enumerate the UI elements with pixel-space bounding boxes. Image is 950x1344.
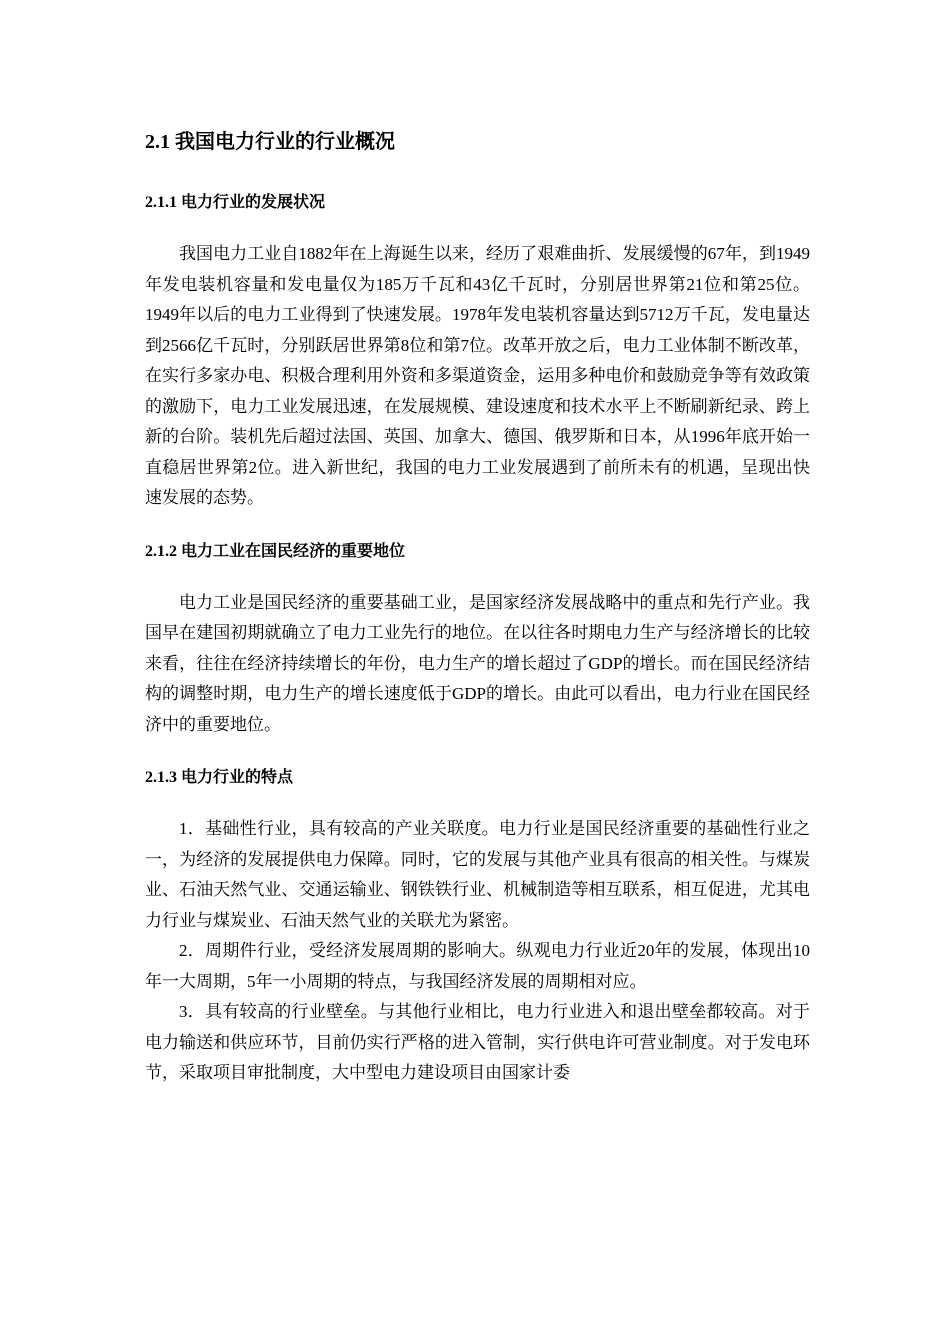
- document-body: [145, 122, 810, 1089]
- section-title: 2.1 我国电力行业的行业概况: [145, 131, 395, 153]
- paragraph-feature-1: 1．基础性行业，具有较高的产业关联度。电力行业是国民经济重要的基础性行业之一，为经济的发展提供电力保障。同时，它的发展与其他产业具有很高的相关性。与煤炭业、石油天然气业、交通运输业、钢铁铁行业、机械制造等相互联系，相互促进，尤其电力行业与煤炭业、石油天然气业的关联尤为紧密。: [145, 819, 810, 930]
- subsection-title-features: 2.1.3 电力行业的特点: [145, 769, 294, 786]
- paragraph-feature-3: 3．具有较高的行业壁垒。与其他行业相比，电力行业进入和退出壁垒都较高。对于电力输送和供应环节，目前仍实行严格的进入管制，实行供电许可营业制度。对于发电环节，采取项目审批制度，大中型电力建设项目由国家计委: [145, 1002, 810, 1082]
- paragraph-development: 我国电力工业自1882年在上海诞生以来，经历了艰难曲折、发展缓慢的67年，到1949年发电装机容量和发电量仅为185万千瓦和43亿千瓦时，分别居世界第21位和第25位。1949年以后的电力工业得到了快速发展。1978年发电装机容量达到5712万千瓦，发电量达到2566亿千瓦时，分别跃居世界第8位和第7位。改革开放之后，电力工业体制不断改革，在实行多家办电、积极合理利用外资和多渠道资金，运用多种电价和鼓励竞争等有效政策的激励下，电力工业发展迅速，在发展规模、建设速度和技术水平上不断刷新纪录、跨上新的台阶。装机先后超过法国、英国、加拿大、德国、俄罗斯和日本，从1996年底开始一直稳居世界第2位。进入新世纪，我国的电力工业发展遇到了前所未有的机遇，呈现出快速发展的态势。: [145, 244, 810, 507]
- subsection-title-importance: 2.1.2 电力工业在国民经济的重要地位: [145, 542, 406, 560]
- paragraph-feature-2: 2．周期件行业，受经济发展周期的影响大。纵观电力行业近20年的发展，体现出10年一大周期，5年一小周期的特点，与我国经济发展的周期相对应。: [145, 941, 810, 991]
- subsection-title-development: 2.1.1 电力行业的发展状况: [145, 194, 326, 211]
- paragraph-importance: 电力工业是国民经济的重要基础工业，是国家经济发展战略中的重点和先行产业。我国早在建国初期就确立了电力工业先行的地位。在以往各时期电力生产与经济增长的比较来看，往往在经济持续增长的年份，电力生产的增长超过了GDP的增长。而在国民经济结构的调整时期，电力生产的增长速度低于GDP的增长。由此可以看出，电力行业在国民经济中的重要地位。: [145, 592, 810, 734]
